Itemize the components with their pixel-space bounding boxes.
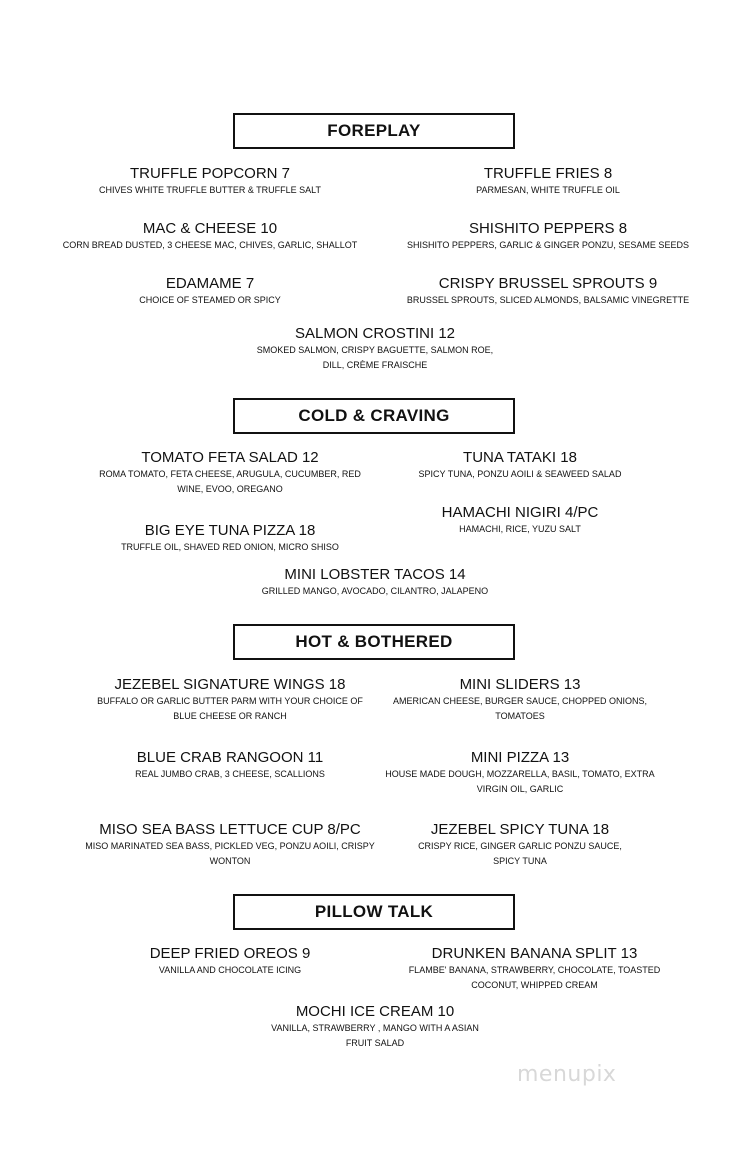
menu-item [60, 165, 360, 198]
menu-item [225, 566, 525, 599]
menu-item-name: SHISHITO PEPPERS 8 [468, 220, 628, 237]
menu-item-name: MAC & CHEESE 10 [142, 220, 278, 237]
menu-item [398, 165, 698, 198]
menu-item-name: MINI LOBSTER TACOS 14 [284, 566, 466, 583]
menu-item-description: VANILLA, STRAWBERRY , MANGO WITH A ASIAN FRUIT SALAD [271, 1023, 479, 1048]
menu-item-name: TRUFFLE POPCORN 7 [129, 165, 291, 182]
menu-item-description: FLAMBE' BANANA, STRAWBERRY, CHOCOLATE, TOASTED COCONUT, WHIPPED CREAM [408, 965, 661, 990]
menu-item-name: TOMATO FETA SALAD 12 [141, 449, 319, 466]
menu-item-name: TRUFFLE FRIES 8 [483, 165, 613, 182]
menu-item-name: HAMACHI NIGIRI 4/PC [441, 504, 599, 521]
menu-item-description: SMOKED SALMON, CRISPY BAGUETTE, SALMON ROE, DILL, CRÈME FRAISCHE [256, 345, 494, 370]
menu-item [50, 220, 370, 253]
menu-item-description: VANILLA AND CHOCOLATE ICING [158, 965, 302, 975]
section-header-foreplay: FOREPLAY [233, 113, 515, 149]
menu-item [370, 504, 670, 537]
menu-item-description: SPICY TUNA, PONZU AOILI & SEAWEED SALAD [418, 469, 622, 479]
menu-item-description: PARMESAN, WHITE TRUFFLE OIL [476, 185, 620, 195]
menu-item-description: ROMA TOMATO, FETA CHEESE, ARUGULA, CUCUMBER, RED WINE, EVOO, OREGANO [99, 469, 361, 494]
menu-item-name: MOCHI ICE CREAM 10 [295, 1003, 455, 1020]
menu-item [80, 821, 380, 869]
menu-item [398, 220, 698, 253]
menu-item-description: CORN BREAD DUSTED, 3 CHEESE MAC, CHIVES, GARLIC, SHALLOT [62, 240, 358, 250]
menu-item [60, 275, 360, 308]
section-header-cold-craving: COLD & CRAVING [233, 398, 515, 434]
menu-item-description: BUFFALO OR GARLIC BUTTER PARM WITH YOUR CHOICE OF BLUE CHEESE OR RANCH [97, 696, 363, 721]
menu-item-name: DEEP FRIED OREOS 9 [149, 945, 311, 962]
menu-item-description: TRUFFLE OIL, SHAVED RED ONION, MICRO SHISO [121, 542, 339, 552]
menu-item-description: CRISPY RICE, GINGER GARLIC PONZU SAUCE, SPICY TUNA [418, 841, 622, 866]
menu-item-description: BRUSSEL SPROUTS, SLICED ALMONDS, BALSAMIC VINEGRETTE [406, 295, 690, 305]
menu-item [405, 821, 635, 869]
menu-item [95, 449, 365, 497]
menu-item [370, 449, 670, 482]
menu-item-name: MINI PIZZA 13 [470, 749, 570, 766]
menu-item [385, 749, 655, 797]
menu-item [80, 749, 380, 782]
menu-item-description: REAL JUMBO CRAB, 3 CHEESE, SCALLIONS [135, 769, 325, 779]
menu-item-name: TUNA TATAKI 18 [463, 449, 577, 466]
section-header-pillow-talk: PILLOW TALK [233, 894, 515, 930]
menu-item-name: JEZEBEL SIGNATURE WINGS 18 [114, 676, 346, 693]
menu-item-name: MINI SLIDERS 13 [459, 676, 581, 693]
menu-item [245, 325, 505, 373]
menu-item-name: CRISPY BRUSSEL SPROUTS 9 [438, 275, 658, 292]
menu-item-name: JEZEBEL SPICY TUNA 18 [430, 821, 610, 838]
menu-item [392, 945, 677, 993]
menu-item-description: SHISHITO PEPPERS, GARLIC & GINGER PONZU, SESAME SEEDS [407, 240, 689, 250]
menu-item [398, 275, 698, 308]
menu-item [262, 1003, 488, 1051]
menu-item-description: HAMACHI, RICE, YUZU SALT [459, 524, 581, 534]
menu-item-description: MISO MARINATED SEA BASS, PICKLED VEG, PONZU AOILI, CRISPY WONTON [85, 841, 375, 866]
menu-item-name: EDAMAME 7 [165, 275, 255, 292]
menu-item [80, 522, 380, 555]
section-header-hot-bothered: HOT & BOTHERED [233, 624, 515, 660]
menu-item-description: AMERICAN CHEESE, BURGER SAUCE, CHOPPED ONIONS, TOMATOES [392, 696, 648, 721]
menu-item-name: SALMON CROSTINI 12 [294, 325, 456, 342]
menupix-watermark: menupix [517, 1062, 617, 1087]
menu-item-description: HOUSE MADE DOUGH, MOZZARELLA, BASIL, TOMATO, EXTRA VIRGIN OIL, GARLIC [385, 769, 655, 794]
menu-item-name: DRUNKEN BANANA SPLIT 13 [431, 945, 638, 962]
menu-item [80, 945, 380, 978]
menu-item-description: CHOICE OF STEAMED OR SPICY [139, 295, 281, 305]
menu-item [385, 676, 655, 724]
menu-item-name: BLUE CRAB RANGOON 11 [136, 749, 324, 766]
menu-item-description: GRILLED MANGO, AVOCADO, CILANTRO, JALAPENO [261, 586, 489, 596]
menu-item-description: CHIVES WHITE TRUFFLE BUTTER & TRUFFLE SALT [98, 185, 322, 195]
menu-item-name: MISO SEA BASS LETTUCE CUP 8/PC [99, 821, 361, 838]
menu-item [95, 676, 365, 724]
menu-item-name: BIG EYE TUNA PIZZA 18 [144, 522, 316, 539]
